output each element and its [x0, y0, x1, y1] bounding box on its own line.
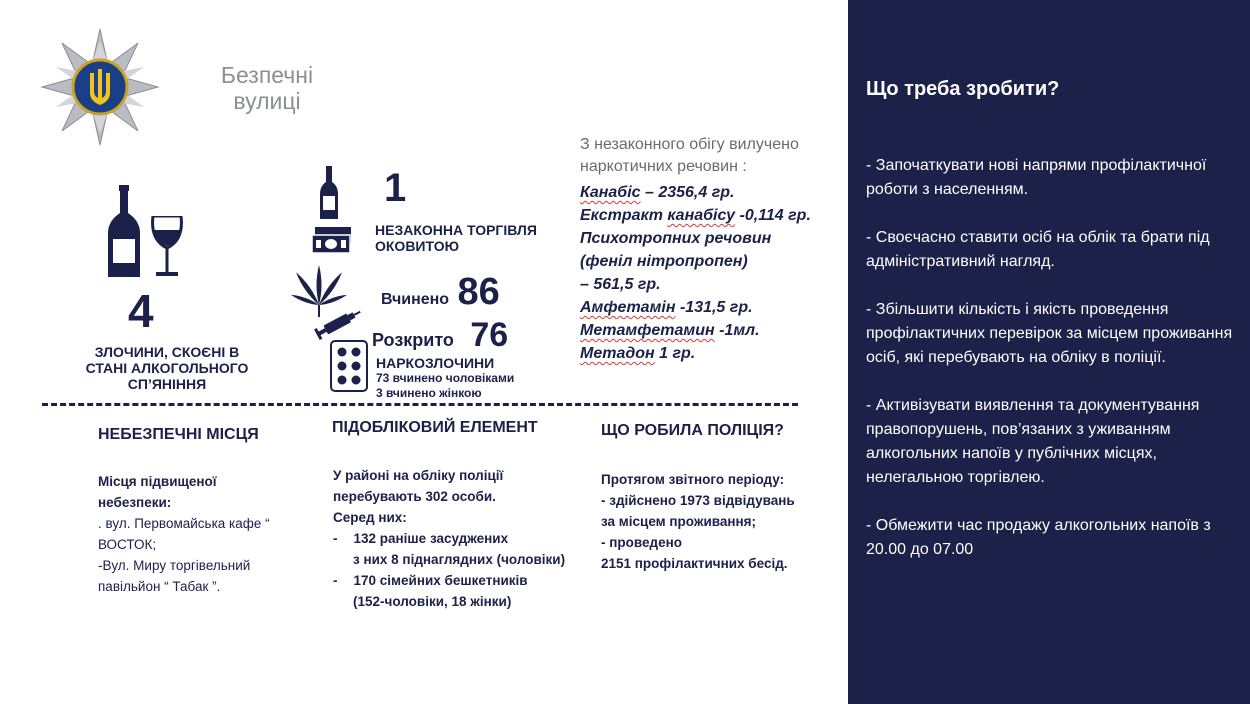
police-text: Протягом звітного періоду: - здійснено 1973 відвідувань за місцем проживання; - проведено 2151 профілактичних бесід.: [601, 472, 795, 571]
money-icon: [311, 227, 353, 255]
crimes-number: 4: [128, 285, 154, 337]
police-emblem-icon: [40, 28, 160, 146]
police-heading: ЩО РОБИЛА ПОЛІЦІЯ?: [601, 422, 784, 439]
panel-title: Що треба зробити?: [866, 78, 1060, 100]
seized-methadone: Метадон 1 гр.: [580, 345, 696, 362]
panel-item: - Започаткувати нові напрями профілактичної роботи з населенням.: [866, 157, 1207, 198]
seized-list: Канабіс – 2356,4 гр. Екстракт канабісу -0,114 гр. Психотропних речовин (феніл нітропропен) – 561,5 гр. Амфетамін -131,5 гр. Метамфетамин -1мл. Метадон 1 гр.: [580, 181, 846, 365]
panel-body: [866, 154, 1248, 586]
panel-item: - Активізувати виявлення та документування правопорушень, пов’язаних з уживанням алкогольних напоїв у публічних місцях, нелегальною торгівлею.: [866, 397, 1200, 486]
pills-icon: [330, 340, 368, 392]
element-heading: ПІДОБЛІКОВИЙ ЕЛЕМЕНТ: [332, 419, 538, 436]
seized-extract: Екстракт канабісу -0,114 гр.: [580, 207, 811, 224]
wine-glass-icon: [150, 216, 184, 278]
panel-item: - Своєчасно ставити осіб на облік та брати під адміністративний нагляд.: [866, 229, 1210, 270]
seized-amphetamine: Амфетамін -131,5 гр.: [580, 299, 753, 316]
drug-crimes-caption: НАРКОЗЛОЧИНИ 73 вчинено чоловіками 3 вчинено жінкою: [376, 355, 515, 400]
syringe-icon: [314, 305, 364, 341]
places-text: Місця підвищеної небезпеки: . вул. Первомайська кафе “ ВОСТОК; -Вул. Миру торгівельний павільйон “ Табак ”.: [98, 474, 270, 594]
panel-item: - Збільшити кількість і якість проведення профілактичних перевірок за місцем проживання осіб, які перебувають на обліку в поліції.: [866, 301, 1233, 366]
trade-caption: НЕЗАКОННА ТОРГІВЛЯ ОКОВИТОЮ: [375, 222, 537, 254]
crimes-caption: ЗЛОЧИНИ, СКОЄНІ В СТАНІ АЛКОГОЛЬНОГО СП’ЯНІННЯ: [85, 344, 249, 392]
seized-intro: З незаконного обігу вилучено наркотичних речовин :: [580, 136, 799, 175]
element-text: У районі на обліку поліції перебувають 302 особи. Серед них: - 132 раніше засуджених з них 8 піднаглядних (чоловіки) - 170 сімейних бешкетників (152-чоловіки, 18 жінки): [333, 468, 566, 609]
dashed-divider: [42, 403, 798, 406]
small-bottle-icon: [319, 166, 339, 220]
panel-item: - Обмежити час продажу алкогольних напоїв з 20.00 до 07.00: [866, 517, 1211, 558]
bottle-icon: [107, 185, 141, 279]
places-heading: НЕБЕЗПЕЧНІ МІСЦЯ: [98, 426, 259, 443]
seized-cannabis: Канабіс – 2356,4 гр.: [580, 184, 735, 201]
solved-stat: Розкрито 76: [372, 316, 509, 354]
trade-number: 1: [384, 166, 407, 210]
brand-title: Безпечні вулиці: [220, 62, 314, 114]
seized-methamphetamine: Метамфетамин -1мл.: [580, 322, 760, 339]
committed-stat: Вчинено 86: [381, 271, 500, 313]
seized-psycho: Психотропних речовин: [580, 230, 772, 247]
